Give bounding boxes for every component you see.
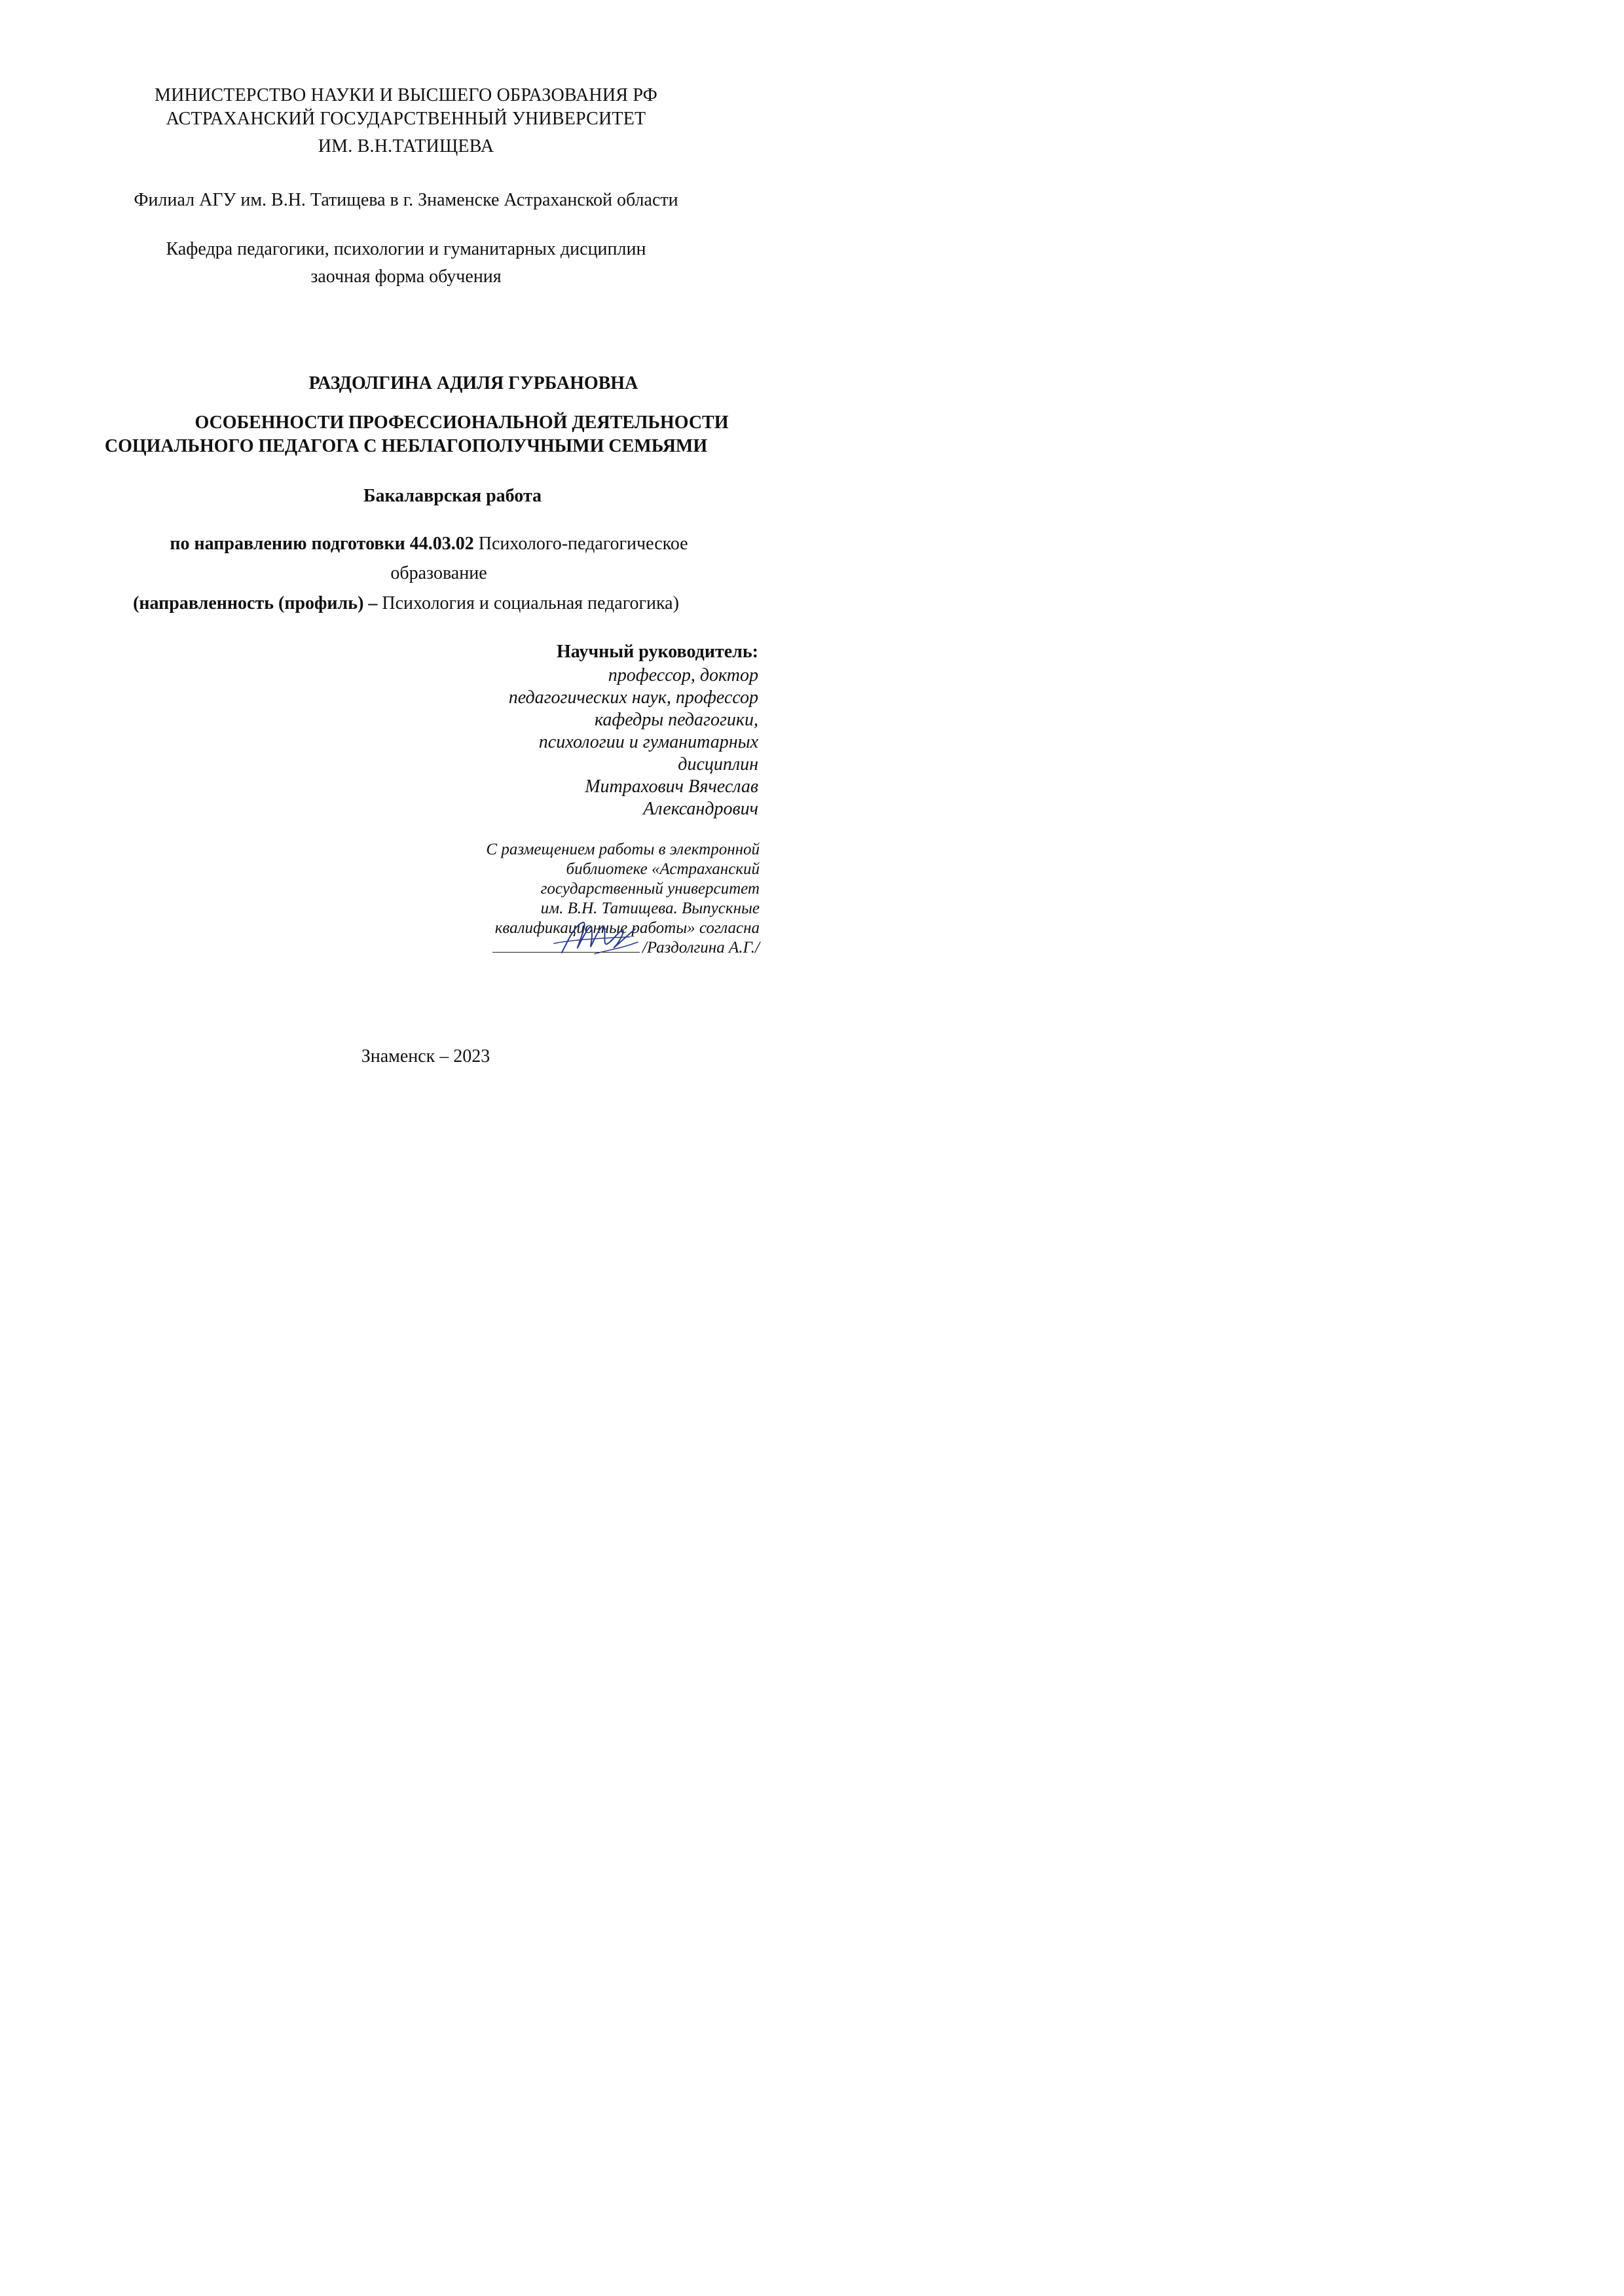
profile-line [0,593,812,614]
supervisor-name: Александрович [643,799,758,819]
handwritten-signature [549,913,640,960]
consent-line: квалификационные работы» согласна [494,919,760,937]
consent-line: С размещением работы в электронной [486,841,760,858]
supervisor-line: профессор, доктор [608,665,758,685]
signature-name: /Раздолгина А.Г./ [642,939,760,957]
direction-line [23,534,835,555]
author-name: РАЗДОЛГИНА АДИЛЯ ГУРБАНОВНА [308,373,638,393]
ministry-heading: МИНИСТЕРСТВО НАУКИ И ВЫСШЕГО ОБРАЗОВАНИЯ РФ [155,85,657,105]
university-name-heading: ИМ. В.Н.ТАТИЩЕВА [318,136,494,156]
university-heading: АСТРАХАНСКИЙ ГОСУДАРСТВЕННЫЙ УНИВЕРСИТЕТ [166,109,646,129]
study-form: заочная форма обучения [310,266,502,287]
thesis-title-line2: СОЦИАЛЬНОГО ПЕДАГОГА С НЕБЛАГОПОЛУЧНЫМИ СЕМЬЯМИ [104,436,708,456]
supervisor-heading: Научный руководитель: [557,642,758,662]
supervisor-line: педагогических наук, профессор [508,687,758,708]
direction-name: Психолого-педагогическое [478,534,688,554]
supervisor-line: психологии и гуманитарных [538,732,758,752]
profile-name: Психология и социальная педагогика) [382,593,679,613]
work-type: Бакалаврская работа [363,486,542,506]
department-name: Кафедра педагогики, психологии и гуманитарных дисциплин [166,239,646,259]
direction-prefix: по направлению подготовки 44.03.02 [170,534,474,554]
supervisor-line: дисциплин [678,754,758,774]
title-page [0,0,812,1148]
profile-prefix: (направленность (профиль) – [133,593,378,613]
consent-line: им. В.Н. Татищева. Выпускные [540,900,760,917]
consent-line: библиотеке «Астраханский [566,860,760,878]
branch-name: Филиал АГУ им. В.Н. Татищева в г. Знаменске Астраханской области [134,190,678,210]
thesis-title-line1: ОСОБЕННОСТИ ПРОФЕССИОНАЛЬНОЙ ДЕЯТЕЛЬНОСТИ [194,412,729,433]
city-year: Знаменск – 2023 [361,1046,490,1066]
direction-name-continued: образование [390,563,487,583]
supervisor-name: Митрахович Вячеслав [585,776,758,797]
supervisor-line: кафедры педагогики, [595,710,758,730]
consent-line: государственный университет [540,880,760,898]
